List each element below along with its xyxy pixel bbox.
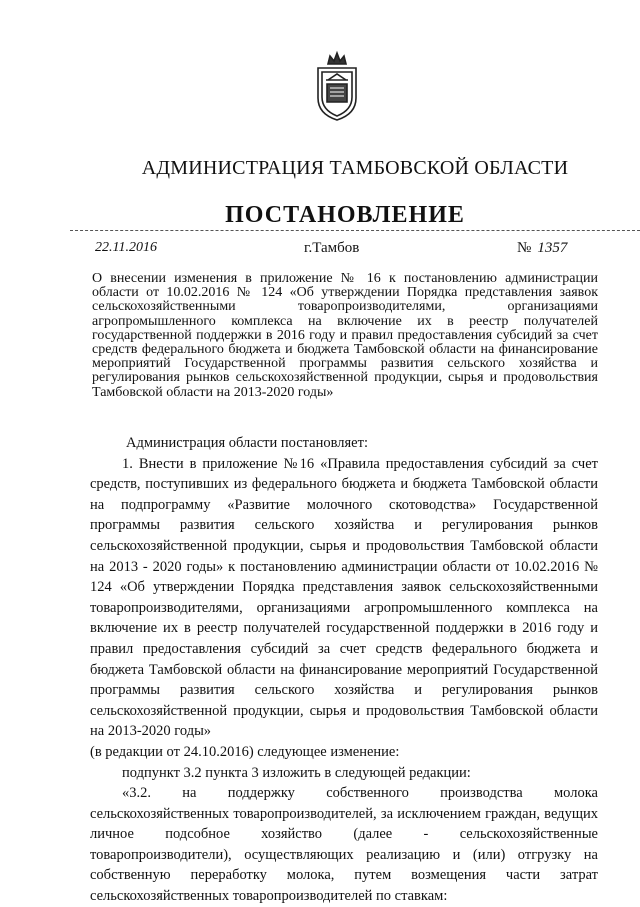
document-body xyxy=(90,433,598,907)
intro-paragraph: Администрация области постановляет: xyxy=(126,435,368,451)
document-type: ПОСТАНОВЛЕНИЕ xyxy=(225,202,465,228)
item-1-tail: (в редакции от 24.10.2016) следующее изменение: xyxy=(90,743,400,760)
subpoint-paragraph: подпункт 3.2 пункта 3 изложить в следующей редакции: xyxy=(122,764,471,781)
quoted-paragraph: «3.2. на поддержку собственного производства молока сельскохозяйственных товаропроизводителей, за исключением граждан, ведущих личное подсобное хозяйство (далее - сельскохозяйственные товаропроизводители), осуществляющих реализацию и (или) отгрузку на собственную переработку молока, путем возмещения части затрат сельскохозяйственных товаропроизводителей по ставкам: xyxy=(90,785,598,905)
header-divider xyxy=(70,230,640,231)
document-number xyxy=(517,240,567,257)
item-1-paragraph: 1. Внести в приложение №16 «Правила предоставления субсидий за счет средств, поступивших из федерального бюджета и бюджета Тамбовской области на подпрограмму «Развитие молочного скотоводства» Государственной программы развития сельского хозяйства и регулирования рынков сельскохозяйственной продукции, сырья и продовольствия Тамбовской области на 2013 - 2020 годы» к постановлению администрации области от 10.02.2016 № 124 «Об утверждении Порядка представления заявок сельскохозяйственными товаропроизводителями, организациями агропромышленного комплекса на включение их в реестр получателей государственной поддержки в 2016 году и правил предоставления субсидий за счет средств федерального бюджета и бюджета Тамбовской области на финансирование мероприятий Государственной программы развития сельского хозяйства и регулирования рынков сельскохозяйственной продукции, сырья и продовольствия Тамбовской области на 2013-2020 годы» xyxy=(90,455,598,740)
document-date: 22.11.2016 xyxy=(95,240,157,255)
document-subject: О внесении изменения в приложение № 16 к постановлению администрации области от 10.02.2016 № 124 «Об утверждении Порядка представления заявок сельскохозяйственными товаропроизводителями, организациями агропромышленного комплекса на включение их в реестр получателей государственной поддержки в 2016 году и правил предоставления субсидий за счет средств федерального бюджета и бюджета Тамбовской области на финансирование мероприятий Государственной программы развития сельского хозяйства и регулирования рынков сельскохозяйственной продукции, сырья и продовольствия Тамбовской области на 2013-2020 годы» xyxy=(92,271,598,400)
document-city: г.Тамбов xyxy=(304,240,360,256)
coat-of-arms-icon xyxy=(314,50,360,122)
organization-title: АДМИНИСТРАЦИЯ ТАМБОВСКОЙ ОБЛАСТИ xyxy=(141,157,569,179)
number-value: 1357 xyxy=(537,240,568,256)
number-prefix: № xyxy=(517,240,532,256)
